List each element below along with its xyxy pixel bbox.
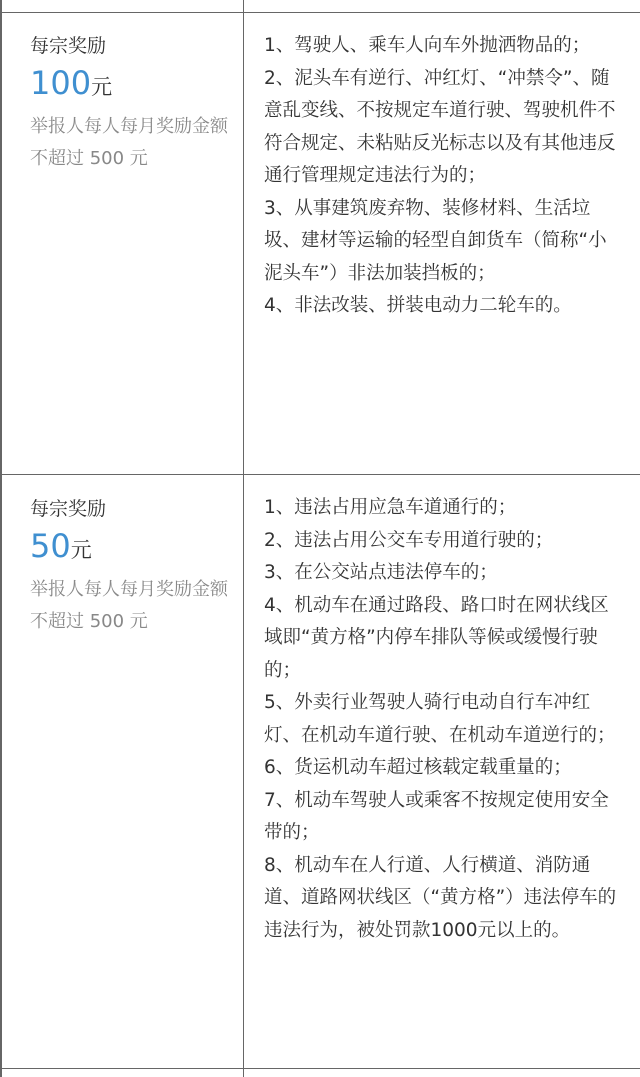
reward-note: 举报人每人每月奖励金额不超过 500 元 (30, 579, 228, 632)
violation-item: 3、在公交站点违法停车的； (264, 562, 498, 583)
reward-amount (30, 63, 230, 107)
column-divider (243, 0, 244, 1077)
violation-item: 2、泥头车有逆行、冲红灯、“冲禁令”、随意乱变线、不按规定车道行驶、驾驶机件不符合规定、未粘贴反光标志以及有其他违反通行管理规定违法行为的； (264, 67, 616, 186)
violation-item: 6、货运机动车超过核载定载重量的； (264, 757, 572, 778)
row-divider-top (2, 12, 640, 13)
reward-label: 每宗奖励 (30, 35, 107, 57)
violation-item: 4、非法改装、拼装电动力二轮车的。 (264, 295, 572, 316)
reward-amount-number: 100 (30, 64, 92, 102)
reward-amount-unit: 元 (70, 538, 92, 562)
violation-item: 1、驾驶人、乘车人向车外抛洒物品的； (264, 35, 591, 56)
violation-item: 7、机动车驾驶人或乘客不按规定使用安全带的； (264, 789, 609, 843)
reward-cell-1 (30, 33, 230, 175)
reward-label: 每宗奖励 (30, 498, 107, 520)
row-divider-middle (2, 474, 640, 475)
violation-list-2 (264, 492, 624, 947)
violation-item: 4、机动车在通过路段、路口时在网状线区域即“黄方格”内停车排队等候或缓慢行驶的； (264, 594, 609, 681)
violation-item: 5、外卖行业驾驶人骑行电动自行车冲红灯、在机动车道行驶、在机动车道逆行的； (264, 692, 616, 746)
violation-item: 8、机动车在人行道、人行横道、消防通道、道路网状线区（“黄方格”）违法停车的违法行为，被处罚款1000元以上的。 (264, 854, 617, 941)
reward-amount-number: 50 (30, 527, 71, 565)
violation-item: 3、从事建筑废弃物、装修材料、生活垃圾、建材等运输的轻型自卸货车（简称“小泥头车”）非法加装挡板的； (264, 197, 607, 284)
reward-amount-unit: 元 (91, 75, 113, 99)
reward-note: 举报人每人每月奖励金额不超过 500 元 (30, 116, 228, 169)
violation-list-1 (264, 30, 624, 323)
violation-item: 2、违法占用公交车专用道行驶的； (264, 529, 554, 551)
row-divider-bottom (2, 1068, 640, 1069)
violation-item: 1、违法占用应急车道通行的； (264, 497, 517, 518)
reward-cell-2 (30, 496, 230, 638)
reward-amount (30, 526, 230, 570)
